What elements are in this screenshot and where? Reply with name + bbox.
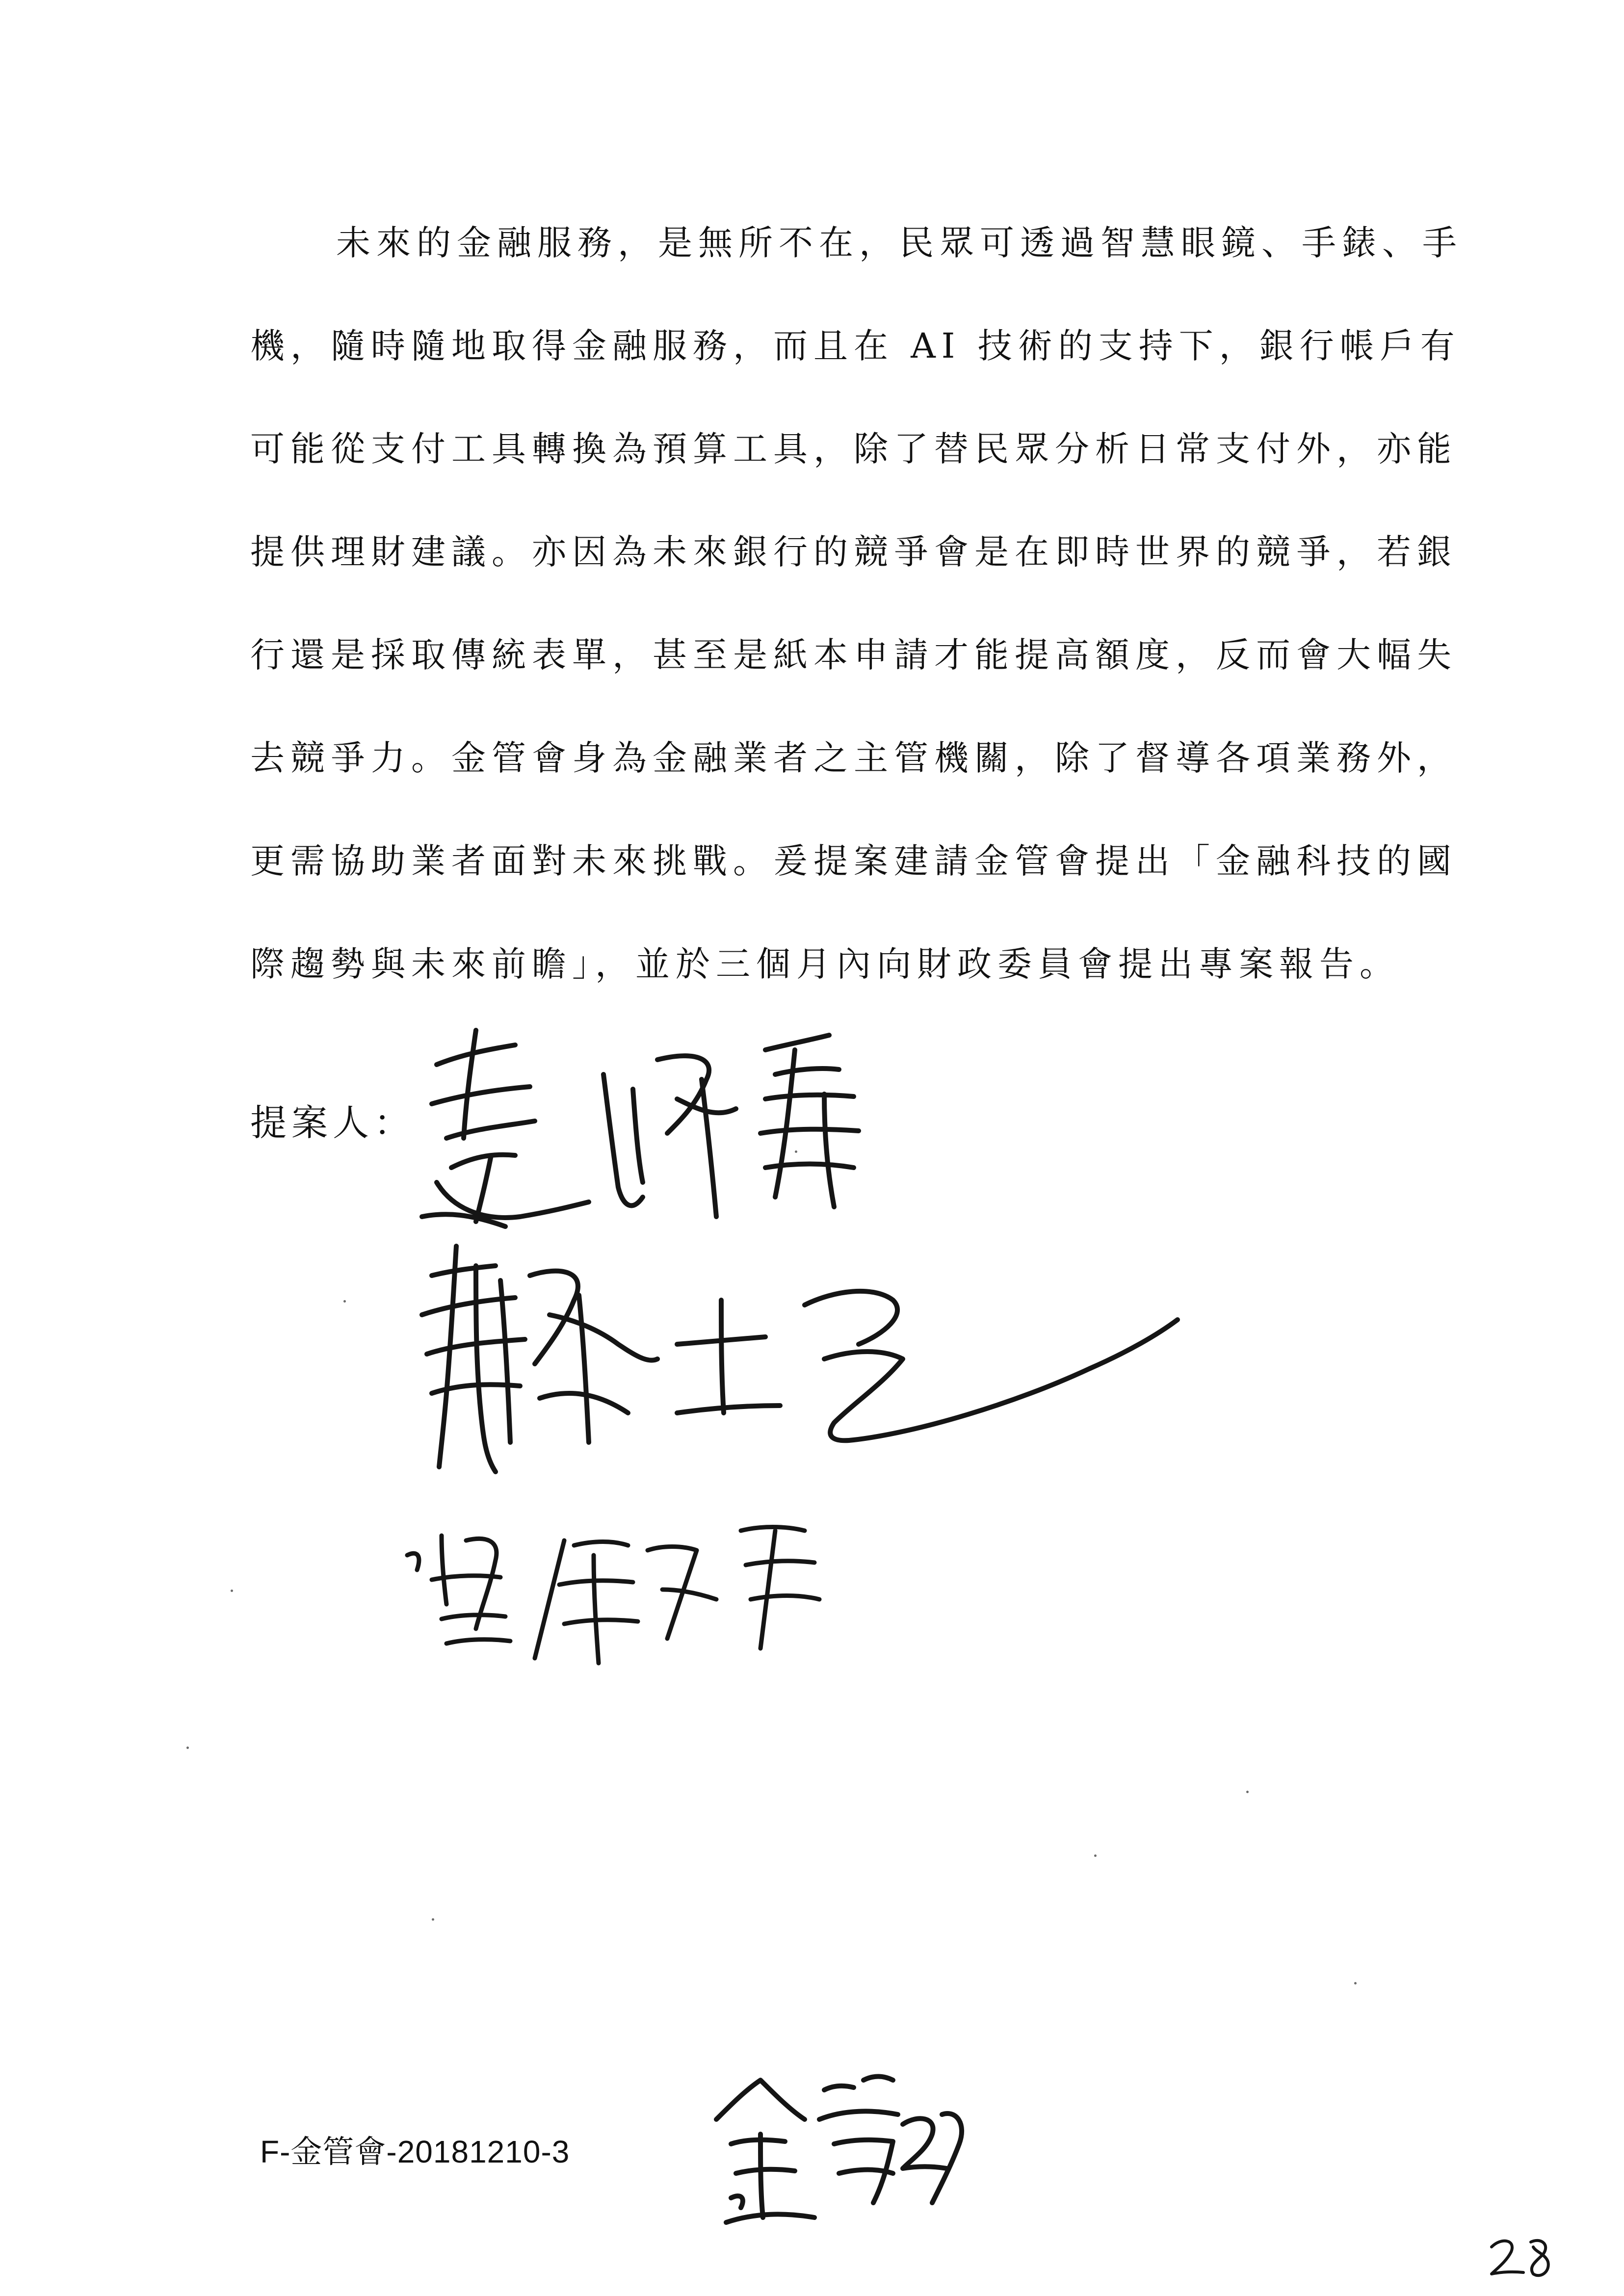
scan-speck: [1094, 1854, 1097, 1857]
scan-speck: [186, 1747, 189, 1749]
scan-speck: [432, 1918, 434, 1921]
proposal-paragraph: [250, 206, 1463, 1030]
paragraph-line: 更需協助業者面對未來挑戰。爰提案建請金管會提出「金融科技的國: [250, 841, 1457, 881]
paragraph-line: 未來的金融服務，是無所不在，民眾可透過智慧眼鏡、手錶、手: [336, 223, 1463, 263]
signature-3: [388, 1511, 829, 1678]
paragraph-line: 機，隨時隨地取得金融服務，而且在 AI 技術的支持下，銀行帳戶有: [250, 326, 1461, 366]
scan-speck: [231, 1590, 233, 1592]
handwritten-stamp-annotation: [687, 2061, 962, 2237]
paragraph-line: 去競爭力。金管會身為金融業者之主管機關，除了督導各項業務外，: [250, 738, 1457, 778]
paragraph-line: 行還是採取傳統表單，甚至是紙本申請才能提高額度，反而會大幅失: [250, 635, 1457, 675]
paragraph-line: 可能從支付工具轉換為預算工具，除了替民眾分析日常支付外，亦能: [250, 429, 1457, 469]
scan-speck: [1354, 1982, 1357, 1984]
paragraph-line: 提供理財建議。亦因為未來銀行的競爭會是在即時世界的競爭，若銀: [250, 532, 1457, 572]
form-code: F-金管會-20181210-3: [260, 2134, 570, 2169]
signature-2: [402, 1236, 1187, 1491]
scan-speck: [1246, 1791, 1249, 1793]
handwritten-page-number: [1487, 2227, 1555, 2281]
scan-speck: [795, 1150, 797, 1153]
signature-1: [402, 1020, 903, 1256]
scan-speck: [343, 1300, 346, 1303]
proposer-label: 提案人：: [250, 1102, 415, 1144]
paragraph-line: 際趨勢與未來前瞻」，並於三個月內向財政委員會提出專案報告。: [250, 944, 1400, 984]
